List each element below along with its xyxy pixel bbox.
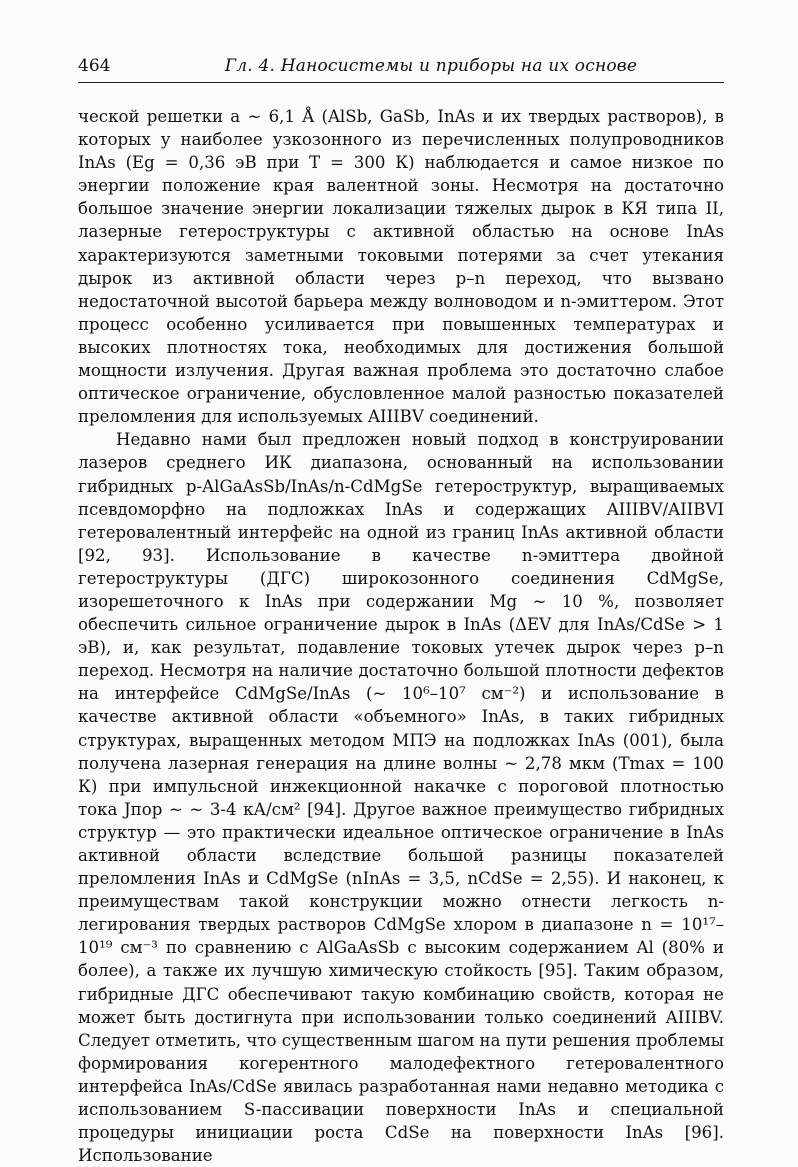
paragraph-hybrid-structures: Недавно нами был предложен новый подход в конструировании лазеров среднего ИК диапазона, основанный на использовании гибридных p-AlGaAsSb/InAs/n-CdMgSe гетероструктур, выращиваемых псевдоморфно на подложках InAs и содержащих AIIIBV/AIIBVI гетеровалентный интерфейс на одной из границ InAs активной области [92, 93]. Использование в качестве n-эмиттера двойной гетероструктуры (ДГС) широкозонного соединения CdMgSe, изорешеточного к InAs при содержании Mg ~ 10 %, позволяет обеспечить сильное ограничение дырок в InAs (ΔEV для InAs/CdSe > 1 эВ), и, как результат, подавление токовых утечек дырок через p–n переход. Несмотря на наличие достаточно большой плотности дефектов на интерфейсе CdMgSe/InAs (~ 10⁶–10⁷ см⁻²) и использование в качестве активной области «объемного» InAs, в таких гибридных структурах, выращенных методом МПЭ на подложках InAs (001), была получена лазерная генерация на длине волны ~ 2,78 мкм (Tmax = 100 К) при импульсной инжекционной накачке с пороговой плотностью тока Jпор ~ ~ 3-4 кА/см² [94]. Другое важное преимущество гибридных структур — это практически идеальное оптическое ограничение в InAs активной области вследствие большой разницы показателей преломления InAs и CdMgSe (nInAs = 3,5, nCdSe = 2,55). И наконец, к преимуществам такой конструкции можно отнести легкость n-легирования твердых растворов CdMgSe хлором в диапазоне n = 10¹⁷–10¹⁹ см⁻³ по сравнению с AlGaAsSb с высоким содержанием Al (80% и более), а также их лучшую химическую стойкость [95]. Таким образом, гибридные ДГС обеспечивают такую комбинацию свойств, которая не может быть достигнута при использовании только соединений AIIIBV. Следует отметить, что существенным шагом на пути решения проблемы формирования когерентного малодефектного гетеровалентного интерфейса InAs/CdSe явилась разработанная нами недавно методика с использованием S-пассивации поверхности InAs и специальной процедуры инициации роста CdSe на поверхности InAs [96]. Использование bbox=[78, 430, 724, 1166]
book-page bbox=[78, 56, 724, 1167]
paragraph-continuation: ческой решетки a ~ 6,1 Å (AlSb, GaSb, InAs и их твердых растворов), в которых у наиболее узкозонного из перечисленных полупроводников InAs (Eg = 0,36 эВ при T = 300 К) наблюдается и самое низкое по энергии положение края валентной зоны. Несмотря на достаточно большое значение энергии локализации тяжелых дырок в КЯ типа II, лазерные гетероструктуры с активной областью на основе InAs характеризуются заметными токовыми потерями за счет утекания дырок из активной области через p–n переход, что вызвано недостаточной высотой барьера между волноводом и n-эмиттером. Этот процесс особенно усиливается при повышенных температурах и высоких плотностях тока, необходимых для достижения большой мощности излучения. Другая важная проблема это достаточно слабое оптическое ограничение, обусловленное малой разностью показателей преломления для используемых AIIIBV соединений. bbox=[78, 107, 724, 427]
running-title: Гл. 4. Наносистемы и приборы на их основе bbox=[224, 56, 638, 76]
running-header bbox=[78, 56, 724, 83]
page-body bbox=[78, 105, 724, 1167]
page-number: 464 bbox=[78, 56, 111, 76]
